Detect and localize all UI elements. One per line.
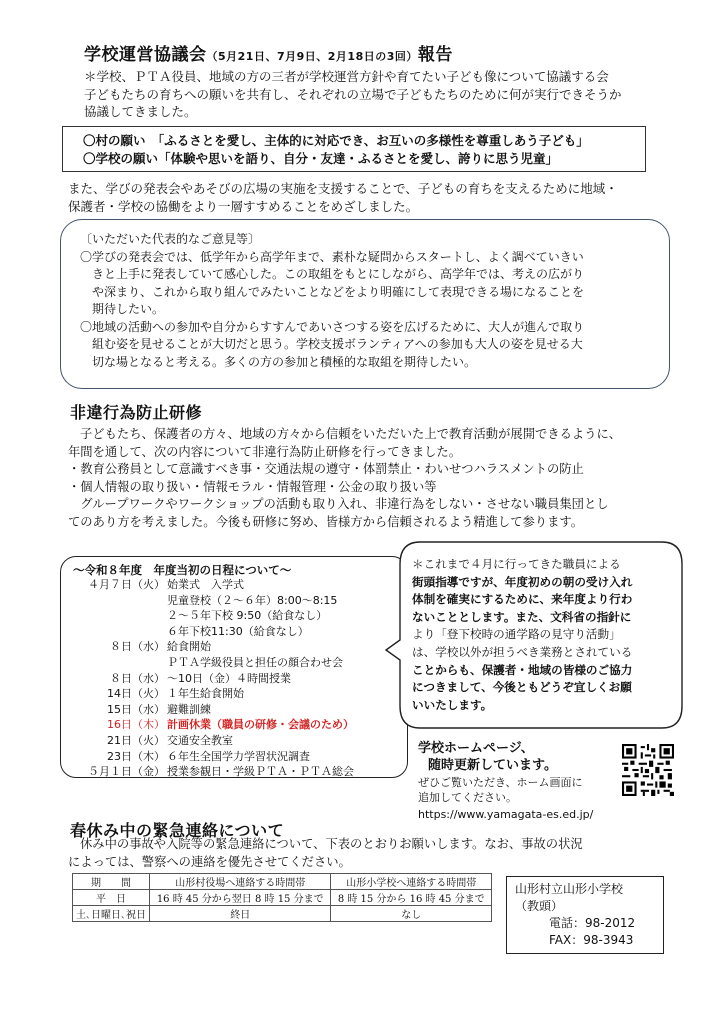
council-intro: ＊学校、ＰＴＡ役員、地域の方の三者が学校運営方針や育てたい子ども像について協議する会 子どもたちの育ちへの願いを共有し、それぞれの立場で子どもたちのために何が実行できそうか 協議してきました。 xyxy=(84,69,622,119)
schedule-row xyxy=(73,749,407,765)
schedule-row xyxy=(73,702,407,718)
schedule-date: 15日（水） xyxy=(107,702,165,716)
schedule-text: 児童登校（２～６年）8:00～8:15 xyxy=(167,593,338,607)
school-name: 山形村立山形小学校 xyxy=(515,882,624,896)
opinion-line: 組む姿を見せることが大切だと思う。学校支援ボランティアへの参加も大人の姿を見せる大 xyxy=(80,337,583,351)
contact-role: （教頭） xyxy=(515,899,564,913)
schedule-text: 避難訓練 xyxy=(167,702,211,716)
schedule-text: ６年生全国学力学習状況調査 xyxy=(167,749,310,763)
schedule-date: ８日（水） xyxy=(110,671,165,685)
table-header: 山形村役場へ連絡する時間帯 xyxy=(150,874,331,890)
table-header-row xyxy=(73,874,492,890)
wishes-box xyxy=(62,126,646,172)
opinion-line: や深まり、これから取り組んでみたいことなどをより明確にして表現できる場になることを xyxy=(80,284,585,299)
schedule-date xyxy=(73,624,165,640)
contact-fax: FAX：98-3943 xyxy=(549,933,634,947)
opinion-line: きと上手に発表していて感心した。この取組をもとにしながら、高学年では、考えの広がり xyxy=(80,267,585,281)
school-wish: 〇学校の願い「体験や思いを語り、自分・友達・ふるさとを愛し、誇りに思う児童」 xyxy=(83,151,559,166)
opinion-line: 期待したい。 xyxy=(80,302,165,316)
table-cell: 8 時 15 分から 16 時 45 分まで xyxy=(331,890,492,906)
schedule-text: ～10日（金）４時間授業 xyxy=(167,671,291,685)
schedule-text: １年生給食開始 xyxy=(167,687,244,701)
table-row xyxy=(73,890,492,906)
schedule-row xyxy=(73,764,407,780)
schedule-row xyxy=(73,686,407,702)
schedule-text: ＰＴＡ学級役員と担任の顔合わせ会 xyxy=(167,655,343,669)
schedule-row xyxy=(73,624,407,640)
schedule-text: 授業参観日・学級ＰＴＡ・ＰＴＡ総会 xyxy=(167,765,354,779)
homepage-url[interactable]: https://www.yamagata-es.ed.jp/ xyxy=(418,808,594,821)
schedule-text: 給食開始 xyxy=(167,640,211,654)
schedule-row xyxy=(73,655,407,671)
schedule-text: ２～５年下校 9:50（給食なし） xyxy=(167,609,328,623)
schedule-row xyxy=(73,717,407,733)
homepage-text: ぜひご覧いただき、ホーム画面に 追加してください。 xyxy=(418,776,583,804)
schedule-title: ～令和８年度 年度当初の日程について～ xyxy=(73,563,292,577)
schedule-date xyxy=(73,655,165,671)
schedule-date xyxy=(73,608,165,624)
schedule-date xyxy=(73,593,165,609)
section-title-council: 学校運営協議会（5月21日、7月9日、2月18日の3回）報告 xyxy=(84,45,453,65)
opinions-header: 〔いただいた代表的なご意見等〕 xyxy=(80,232,261,246)
schedule-row xyxy=(73,593,407,609)
notice-text: ＊これまで４月に行ってきた職員による 街頭指導ですが、年度初めの朝の受け入れ 体制を確実にするために、来年度より行わ ないこととします。また、文科省の指針に より「登下校時の通学路の見守り活動」 は、学校以外が担うべき業務とされている ことからも、保護者・地域の皆様のご協力 につきまして、今後ともどうぞ宜しくお願 いいたします。 xyxy=(412,557,633,712)
training-body: 子どもたち、保護者の方々、地域の方々から信頼をいただいた上で教育活動が展開できるように、 年間を通して、次の内容について非違行為防止研修を行ってきました。 ・教育公務員として意識すべき事・交通法規の遵守・体罰禁止・わいせつハラスメントの防止 ・個人情報の取り扱い・情報モラル・情報管理・公金の取り扱い等 グループワークやワークショップの活動も取り入れ、非違行為をしない・させない職員集団とし てのあり方を考えました。今後も研修に努め、皆様方から信頼されるよう精進して参ります。 xyxy=(68,427,622,529)
council-after: また、学びの発表会やあそびの広場の実施を支援することで、子どもの育ちを支えるために地域・ 保護者・学校の協働をより一層すすめることをめざしました。 xyxy=(68,181,618,214)
schedule-row xyxy=(73,733,407,749)
schedule-date: 21日（火） xyxy=(107,733,165,747)
table-row xyxy=(73,906,492,922)
schedule-date: 16日（木） xyxy=(107,718,165,732)
emergency-body: 休み中の事故や入院等の緊急連絡について、下表のとおりお願いします。なお、事故の状況 によっては、警察への連絡を優先させてください。 xyxy=(68,837,583,869)
table-cell: 終日 xyxy=(150,906,331,922)
schedule-date: ４月７日（火） xyxy=(88,578,165,591)
table-cell: なし xyxy=(331,906,492,922)
schedule-text: ６年下校11:30（給食なし） xyxy=(167,624,309,638)
homepage-title: 学校ホームページ、 随時更新しています。 xyxy=(418,741,557,773)
qr-code-icon[interactable] xyxy=(622,744,674,796)
schedule-date: ８日（水） xyxy=(110,640,165,654)
table-cell: 16 時 45 分から翌日 8 時 15 分まで xyxy=(150,890,331,906)
schedule-text: 交通安全教室 xyxy=(167,733,233,747)
emergency-table xyxy=(72,873,492,922)
schedule-row xyxy=(73,671,407,687)
schedule-date: ５月１日（金） xyxy=(88,765,165,779)
schedule-date: 14日（火） xyxy=(107,687,165,701)
schedule-list xyxy=(73,577,407,780)
section-title-training: 非違行為防止研修 xyxy=(70,403,203,422)
contact-box xyxy=(506,876,664,954)
opinion-line: 〇学びの発表会では、低学年から高学年まで、素朴な疑問からスタートし、よく調べていきい xyxy=(80,249,584,264)
village-wish: 〇村の願い 「ふるさとを愛し、主体的に対応でき、お互いの多様性を尊重しあう子ども」 xyxy=(83,133,589,148)
schedule-box xyxy=(60,556,408,778)
table-header: 期 間 xyxy=(73,874,150,890)
opinion-line: 切な場となると考える。多くの方の参加と積極的な取組を期待したい。 xyxy=(80,354,477,369)
table-cell: 土､日曜日､祝日 xyxy=(73,906,150,922)
opinions-box xyxy=(60,219,670,389)
schedule-row xyxy=(73,608,407,624)
schedule-row xyxy=(73,577,407,593)
schedule-text: 始業式 入学式 xyxy=(167,578,244,591)
schedule-row xyxy=(73,639,407,655)
opinion-line: 〇地域の活動への参加や自分からすすんであいさつする姿を広げるために、大人が進んで取り xyxy=(80,319,585,334)
table-cell: 平 日 xyxy=(73,890,150,906)
schedule-text: 計画休業（職員の研修・会議のため） xyxy=(167,718,354,732)
section-title-emergency: 春休み中の緊急連絡について xyxy=(70,821,285,840)
table-header: 山形小学校へ連絡する時間帯 xyxy=(331,874,492,890)
schedule-date: 23日（木） xyxy=(107,749,165,763)
contact-tel: 電話：98-2012 xyxy=(549,916,636,930)
